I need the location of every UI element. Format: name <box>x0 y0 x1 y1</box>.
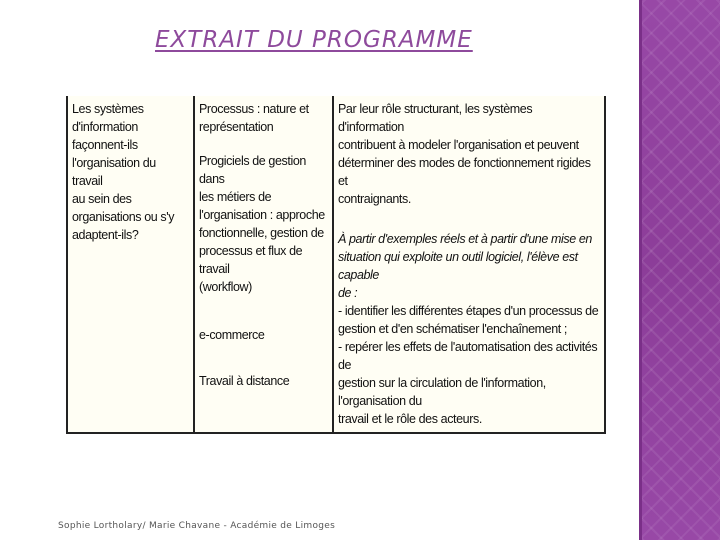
notion-progiciels: Progiciels de gestion dans les métiers de l'organisation : approche fonctionnelle, gestion de processus et flux de travail (workflow) <box>199 154 325 294</box>
notion-processus: Processus : nature et représentation <box>199 102 309 134</box>
context-paragraph: Par leur rôle structurant, les systèmes d'information contribuent à modeler l'organisation et peuvent déterminer des modes de fonctionnement rigides et contraignants. <box>338 102 591 206</box>
question-cell <box>67 96 194 433</box>
program-table <box>66 96 606 434</box>
slide-title: EXTRAIT DU PROGRAMME <box>155 27 473 53</box>
competence-bullet-1: - identifier les différentes étapes d'un processus de gestion et d'en schématiser l'enchaînement ; <box>338 304 599 336</box>
competence-bullet-2: - repérer les effets de l'automatisation des activités de gestion sur la circulation de l'information, l'organisation du travail et le rôle des acteurs. <box>338 340 598 426</box>
notion-ecommerce: e-commerce <box>199 328 265 342</box>
footer-credit: Sophie Lortholary/ Marie Chavane - Académie de Limoges <box>58 521 336 531</box>
objective-paragraph: À partir d'exemples réels et à partir d'une mise en situation qui exploite un outil logiciel, l'élève est capable de : <box>338 232 592 300</box>
notions-cell <box>194 96 333 433</box>
question-text: Les systèmes d'information façonnent-ils l'organisation du travail au sein des organisations ou s'y adaptent-ils? <box>72 102 175 242</box>
notion-travail-distance: Travail à distance <box>199 374 290 388</box>
competences-cell <box>333 96 605 433</box>
decorative-side-panel <box>642 0 720 540</box>
table-row <box>67 96 605 433</box>
